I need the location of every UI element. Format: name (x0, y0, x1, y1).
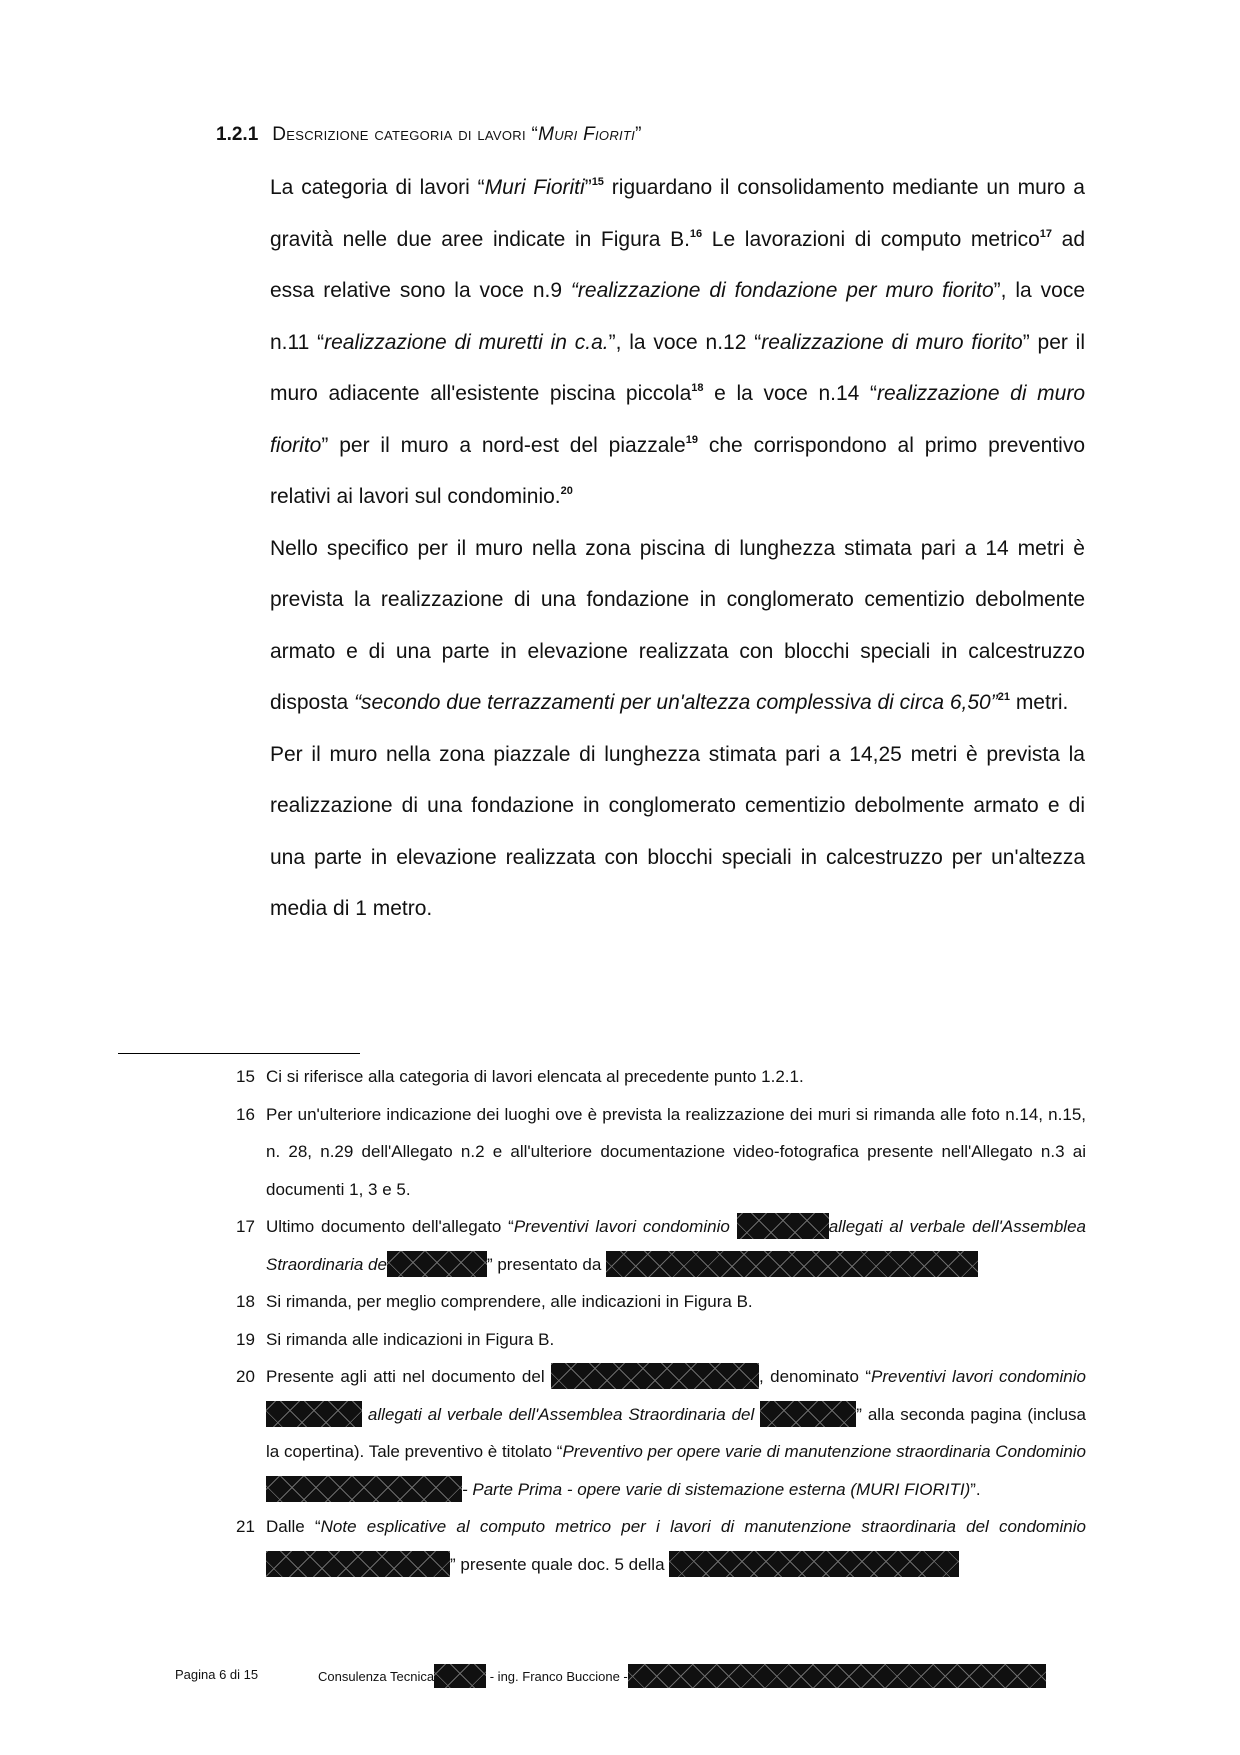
redaction-block (737, 1213, 829, 1239)
paragraph-2: Nello specifico per il muro nella zona piscina di lunghezza stimata pari a 14 metri è prevista la realizzazione di una fondazione in conglomerato cementizio debolmente armato e di una parte in elevazione realizzata con blocchi speciali in calcestruzzo disposta “secondo due terrazzamenti per un'altezza complessiva di circa 6,50”$^{21}$ metri. (270, 536, 1085, 714)
redaction-block (551, 1363, 759, 1389)
redaction-block (760, 1401, 856, 1427)
footnote-ref-15[interactable]: 15 (591, 176, 604, 188)
redaction-block (266, 1476, 462, 1502)
footnote-ref-16[interactable]: 16 (689, 227, 703, 240)
footnote-number: 21 (236, 1517, 255, 1536)
footnote-18 (236, 1283, 1086, 1321)
redaction-block (266, 1551, 450, 1577)
footnote-text: Si rimanda, per meglio comprendere, alle indicazioni in Figura B. (266, 1292, 753, 1311)
redaction-block (669, 1551, 959, 1577)
page-footer (0, 1662, 1240, 1692)
section-number: 1.2.1 (216, 124, 259, 145)
redaction-block (628, 1664, 1046, 1688)
footnote-ref-18[interactable]: 18 (691, 382, 704, 394)
redaction-block (434, 1664, 486, 1688)
footnote-separator (118, 1053, 360, 1054)
footnote-20: 20 Presente agli atti nel documento del , denominato “Preventivi lavori condominio allegati al verbale dell'Assemblea Straordinaria del ” alla seconda pagina (inclusa la copertina). Tale preventivo è titolato “Preventivo per opere varie di manutenzione straordinaria Condominio - Parte Prima - opere varie di sistemazione esterna (MURI FIORITI)”. (236, 1358, 1086, 1508)
footnote-19 (236, 1321, 1086, 1359)
footnote-15 (236, 1058, 1086, 1096)
footnote-text: Si rimanda alle indicazioni in Figura B. (266, 1329, 555, 1349)
footnote-21: 21 Dalle “Note esplicative al computo metrico per i lavori di manutenzione straordinaria del condominio ” presente quale doc. 5 della (236, 1508, 1086, 1583)
footer-consulenza: Consulenza Tecnica - ing. Franco Buccione - (318, 1664, 1046, 1688)
footnote-number: 15 (236, 1067, 255, 1086)
footnote-number: 20 (236, 1367, 255, 1386)
body-text (270, 162, 1085, 935)
redaction-block (266, 1401, 362, 1427)
redaction-block (606, 1251, 978, 1277)
footnote-text: Ci si riferisce alla categoria di lavori elencata al precedente punto 1.2.1. (266, 1067, 804, 1086)
paragraph-1: La categoria di lavori “Muri Fioriti”$^{15}$ riguardano il consolidamento mediante un muro a gravità nelle due aree indicate in Figura B.$^{16}$ Le lavorazioni di computo metrico$^{17}$ ad essa relative sono la voce n.9 “realizzazione di fondazione per muro fiorito”, la voce n.11 “realizzazione di muretti in c.a.”, la voce n.12 “realizzazione di muro fiorito” per il muro adiacente all'esistente piscina piccola$^{18}$ e la voce n.14 “realizzazione di muro fiorito” per il muro a nord-est del piazzale$^{19}$ che corrispondono al primo preventivo relativi ai lavori sul condominio.$^{20}$ (270, 176, 1085, 508)
footnote-ref-20[interactable]: 20 (560, 485, 573, 497)
footnote-number: 17 (236, 1217, 255, 1236)
footnotes (236, 1058, 1086, 1583)
footnote-number: 18 (236, 1292, 255, 1311)
page-number: Pagina 6 di 15 (175, 1667, 259, 1682)
footnote-17: 17 Ultimo documento dell'allegato “Preventivi lavori condominio allegati al verbale dell'Assemblea Straordinaria de ” presentato da (236, 1208, 1086, 1283)
footnote-number: 16 (236, 1104, 255, 1124)
footnote-ref-17[interactable]: 17 (1039, 227, 1053, 240)
redaction-block (387, 1251, 487, 1277)
section-title: Descrizione categoria di lavori “Muri Fioriti” (272, 124, 642, 145)
paragraph-3: Per il muro nella zona piazzale di lunghezza stimata pari a 14,25 metri è prevista la realizzazione di una fondazione in conglomerato cementizio debolmente armato e di una parte in elevazione realizzata con blocchi speciali in calcestruzzo per un'altezza media di 1 metro. (270, 742, 1085, 920)
footnote-text: Per un'ulteriore indicazione dei luoghi ove è prevista la realizzazione dei muri si rimanda alle foto n.14, n.15, n. 28, n.29 dell'Allegato n.2 e all'ulteriore documentazione video-fotografica presente nell'Allegato n.3 ai documenti 1, 3 e 5. (266, 1104, 1086, 1199)
footnote-ref-19[interactable]: 19 (685, 433, 698, 446)
footnote-ref-21[interactable]: 21 (997, 691, 1010, 703)
section-heading (216, 124, 642, 146)
footnote-16 (236, 1096, 1086, 1209)
footnote-number: 19 (236, 1329, 255, 1349)
